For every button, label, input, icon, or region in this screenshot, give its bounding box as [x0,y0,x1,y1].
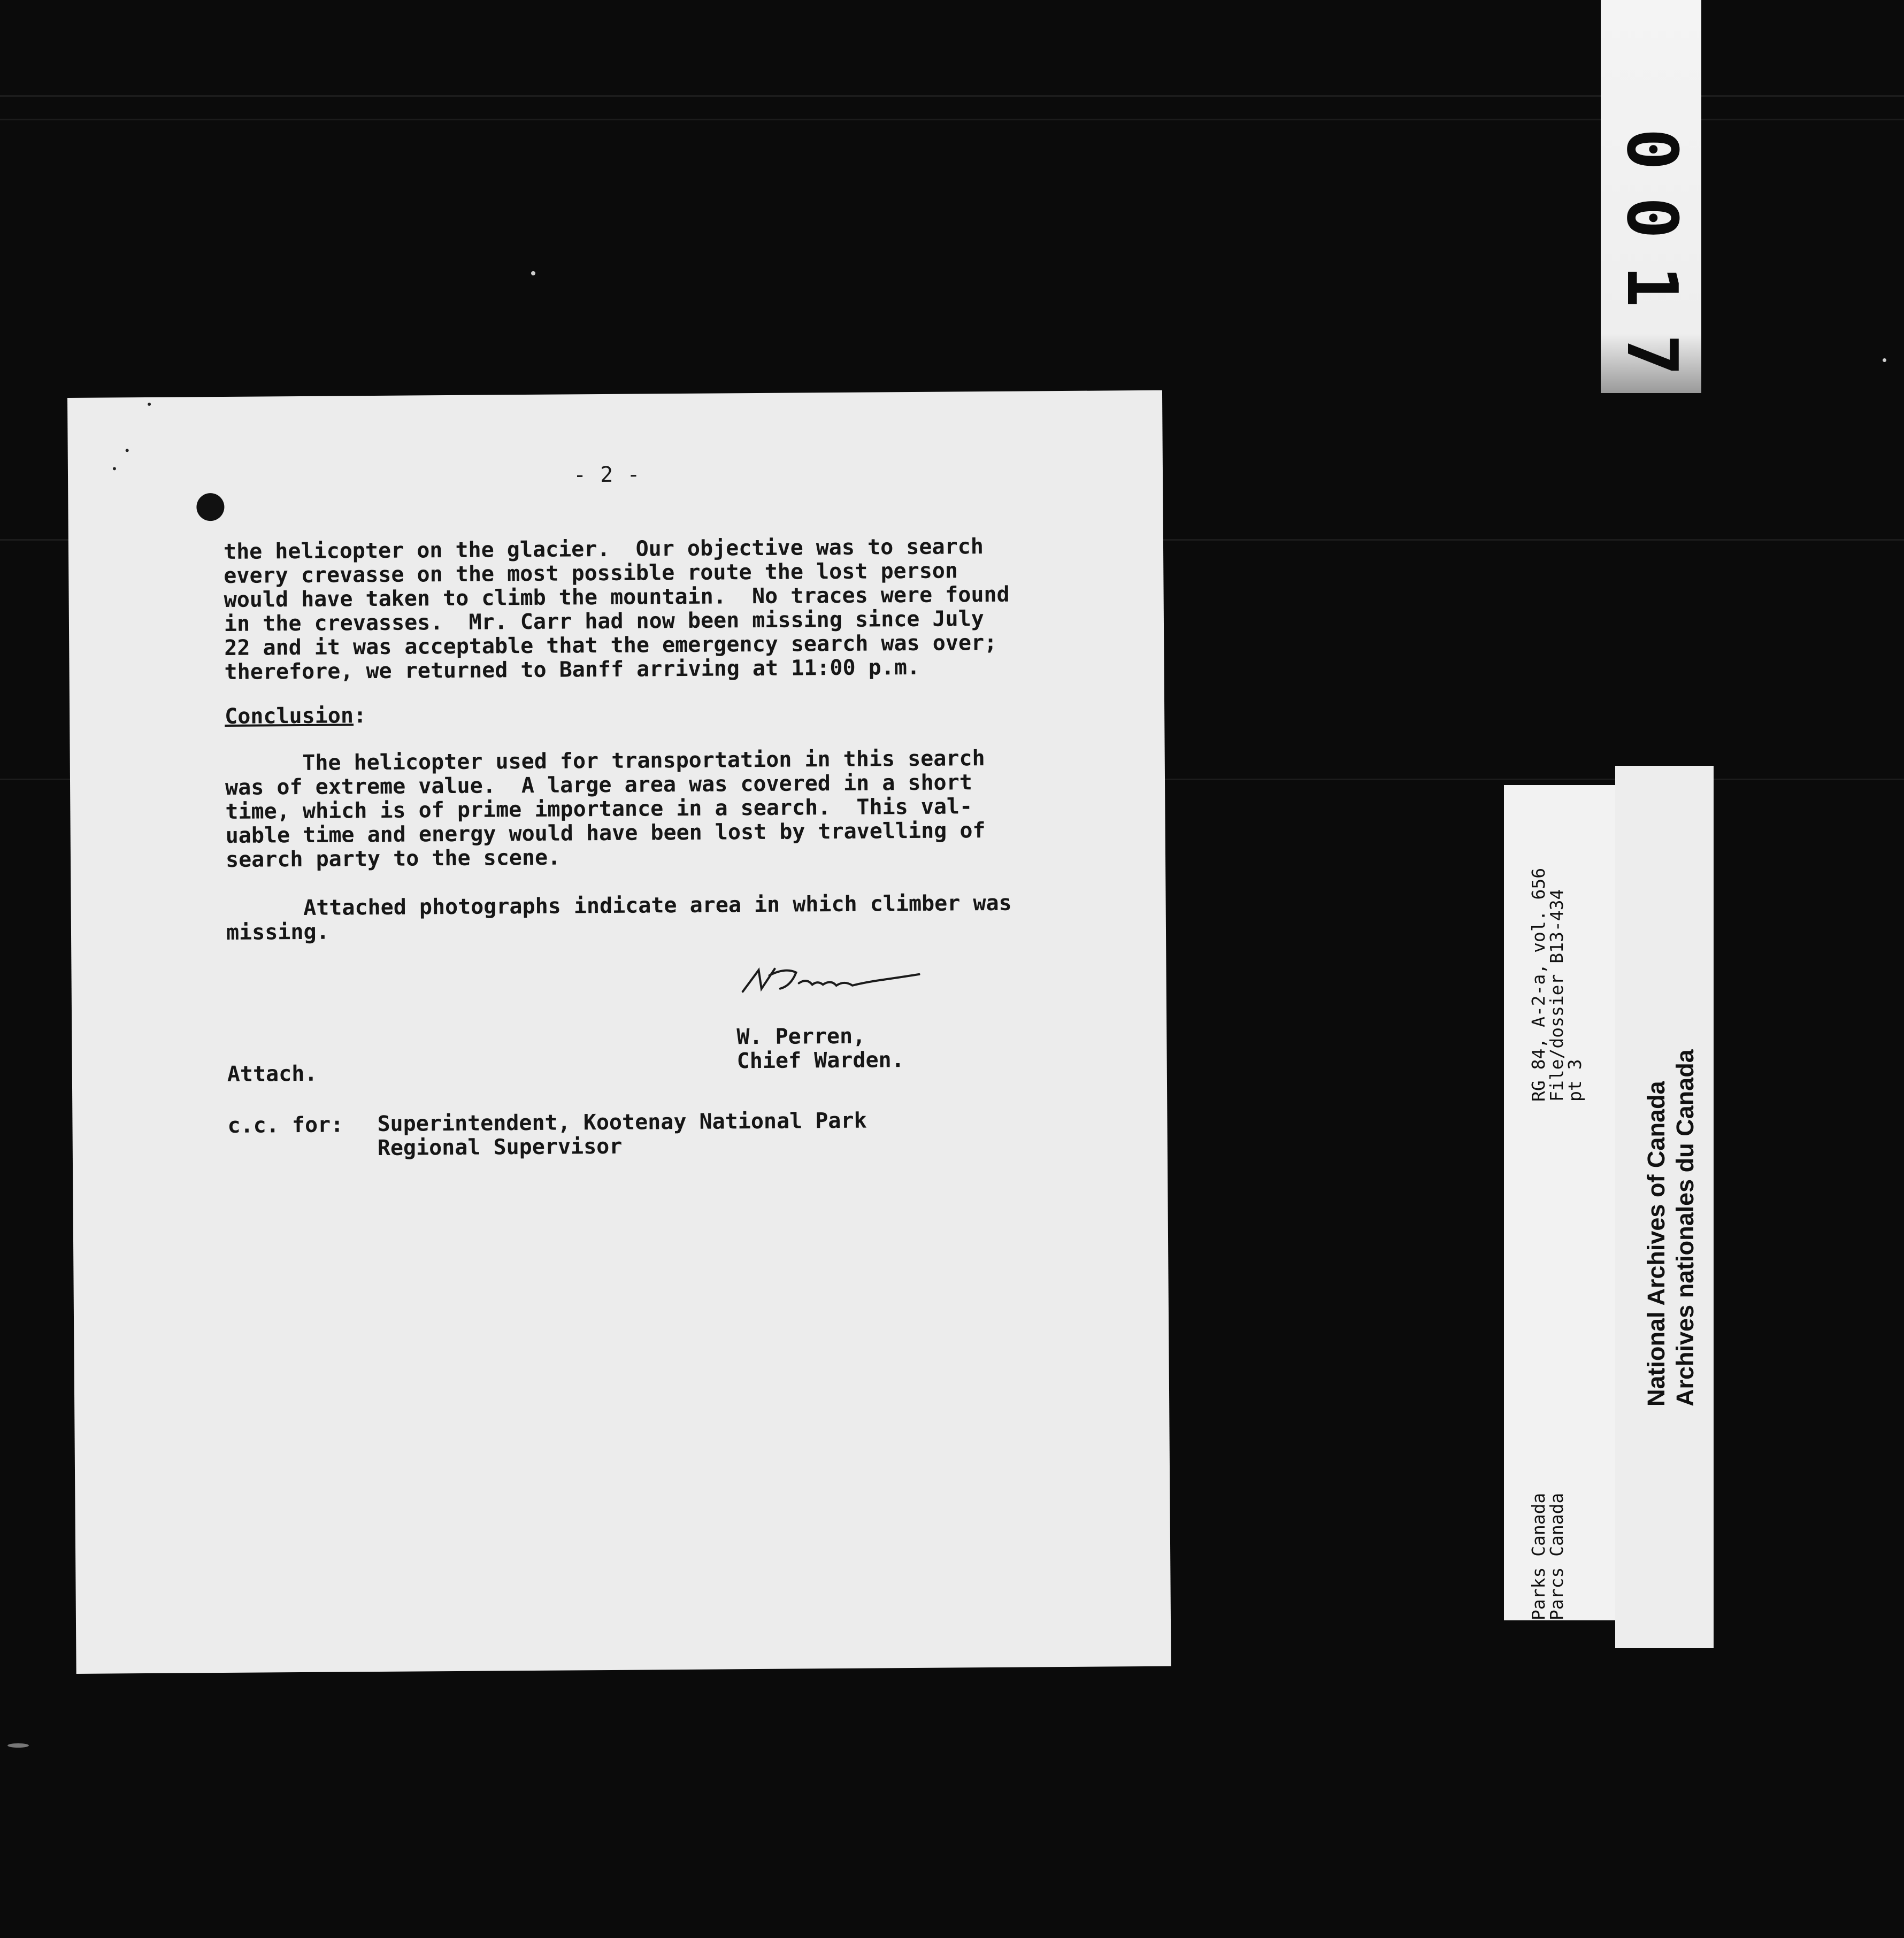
speck [113,467,116,470]
cc-label: c.c. for: [227,1112,344,1138]
speck [531,271,535,275]
attachment-note: Attach. [227,1061,318,1087]
archival-reference: RG 84, A-2-a, vol. 656 File/dossier B13-434 pt 3 [1528,867,1585,1102]
signature-block: W. Perren, Chief Warden. [736,1024,904,1074]
page-number: - 2 - [573,462,641,488]
ink-blot [196,493,224,521]
body-paragraph: the helicopter on the glacier. Our objective was to search every crevasse on the most possible route the lost person would have taken to climb the mountain. No traces were found in the crevasses. Mr. Carr had now been missing since July 22 and it was acceptable that the emergency search was over; therefore, we returned to Banff arriving at 11:00 p.m. [223,534,1010,685]
archives-label: National Archives of Canada Archives nationales du Canada [1642,1049,1699,1406]
handwritten-signature [737,958,935,1003]
speck [126,449,129,452]
heading-colon: : [353,703,367,728]
conclusion-paragraph: The helicopter used for transportation in this search was of extreme value. A large area was covered in a short time, which is of prime importance in a search. This val- uable time and energy would have been lost by travelling of search party to the scene. [225,746,986,872]
section-heading [225,703,366,729]
agency-label: Parks Canada Parcs Canada [1528,1493,1567,1620]
heading-text: Conclusion [225,703,354,729]
cc-recipients: Superintendent, Kootenay National Park Regional Supervisor [377,1108,867,1160]
document-page [67,390,1171,1674]
speck [148,403,151,406]
speck [7,1743,29,1748]
frame-number [1617,128,1687,262]
speck [1883,358,1886,362]
attachment-paragraph: Attached photographs indicate area in which climber was missing. [226,890,1012,945]
